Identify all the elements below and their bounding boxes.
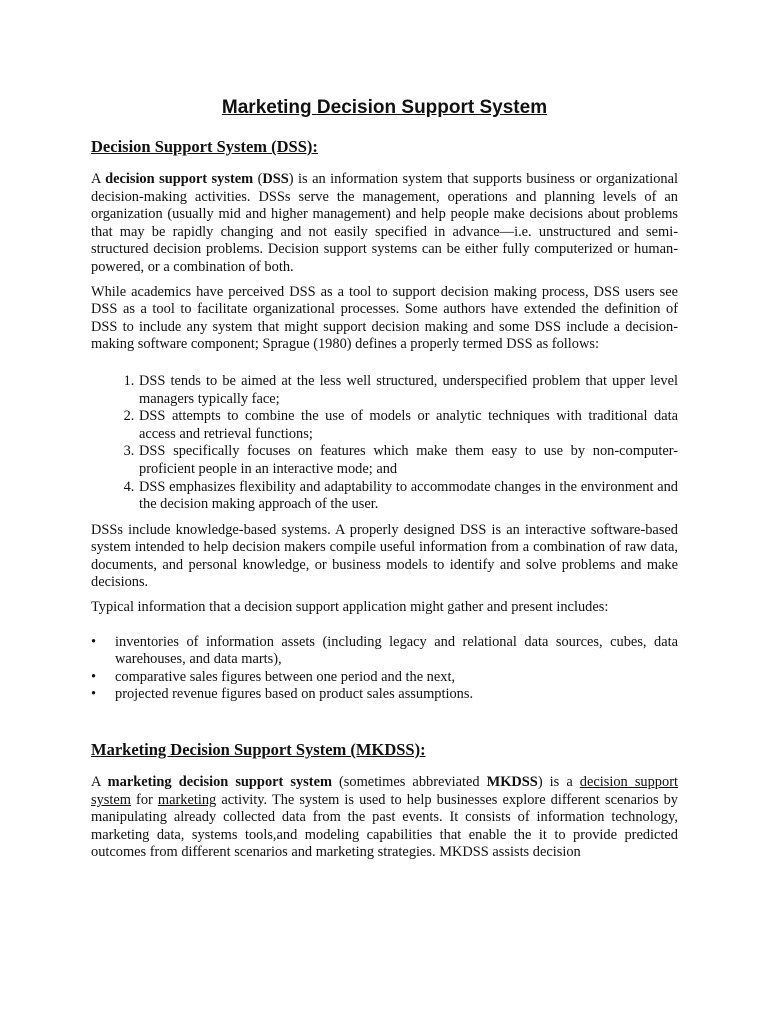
paragraph-typical-information: Typical information that a decision support application might gather and present includes: (91, 599, 609, 616)
list-item: 1. DSS tends to be aimed at the less well structured, underspecified problem that upper level managers typically face; (138, 373, 678, 408)
bullet-icon: • (91, 686, 97, 703)
list-item: 2. DSS attempts to combine the use of models or analytic techniques with traditional data access and retrieval functions; (138, 408, 678, 443)
bullet-icon: • (91, 668, 97, 685)
section-heading-dss: Decision Support System (DSS): (91, 137, 318, 156)
document-title: Marketing Decision Support System (221, 97, 548, 118)
list-item: 3. DSS specifically focuses on features which make them easy to use by non-computer-proficient people in an interactive mode; and (138, 443, 678, 478)
abbr-mkdss: MKDSS (486, 774, 538, 791)
bullet-icon: • (91, 633, 97, 650)
paragraph-dss-definition: A decision support system (DSS) is an information system that supports business or organizational decision-making activities. DSSs serve the management, operations and planning levels of an organization (usually mid and higher management) and help people make decisions about problems that may be rapidly changing and not easily specified in advance—i.e. unstructured and semi-structured decision problems. Decision support systems can be either fully computerized or human-powered, or a combination of both. (91, 171, 678, 275)
list-item: • inventories of information assets (including legacy and relational data sources, cubes, data warehouses, and data marts), (91, 633, 678, 668)
term-marketing-decision-support-system: marketing decision support system (107, 774, 332, 791)
list-item: 4. DSS emphasizes flexibility and adaptability to accommodate changes in the environment and the decision making approach of the user. (138, 479, 678, 514)
document-page (91, 96, 678, 869)
paragraph-dss-academics: While academics have perceived DSS as a tool to support decision making process, DSS users see DSS as a tool to facilitate organizational processes. Some authors have extended the definition of DSS to include any system that might support decision making and some DSS include a decision-making software component; Sprague (1980) defines a properly termed DSS as follows: (91, 283, 678, 353)
link-marketing[interactable]: marketing (157, 791, 217, 808)
abbr-dss: DSS (262, 171, 289, 187)
sprague-dss-criteria-list (91, 373, 678, 514)
section-heading-mkdss: Marketing Decision Support System (MKDSS): (91, 740, 426, 760)
list-item: • comparative sales figures between one period and the next, (91, 668, 456, 685)
paragraph-dss-knowledge-based: DSSs include knowledge-based systems. A properly designed DSS is an interactive software-based system intended to help decision makers compile useful information from a combination of raw data, documents, and personal knowledge, or business models to identify and solve problems and make decisions. (91, 521, 678, 591)
list-item: • projected revenue figures based on product sales assumptions. (91, 686, 474, 703)
term-decision-support-system: decision support system (105, 171, 254, 187)
link-decision-support-system[interactable]: decision support system (91, 774, 678, 808)
typical-information-list (91, 634, 678, 704)
paragraph-mkdss-definition: A marketing decision support system (sometimes abbreviated MKDSS) is a decision support system for marketing activity. The system is used to help businesses explore different scenarios by manipulating already collected data from the past events. It consists of information technology, marketing data, systems tools,and modeling capabilities that enable the it to provide predicted outcomes from different scenarios and marketing strategies. MKDSS assists decision (91, 774, 678, 861)
